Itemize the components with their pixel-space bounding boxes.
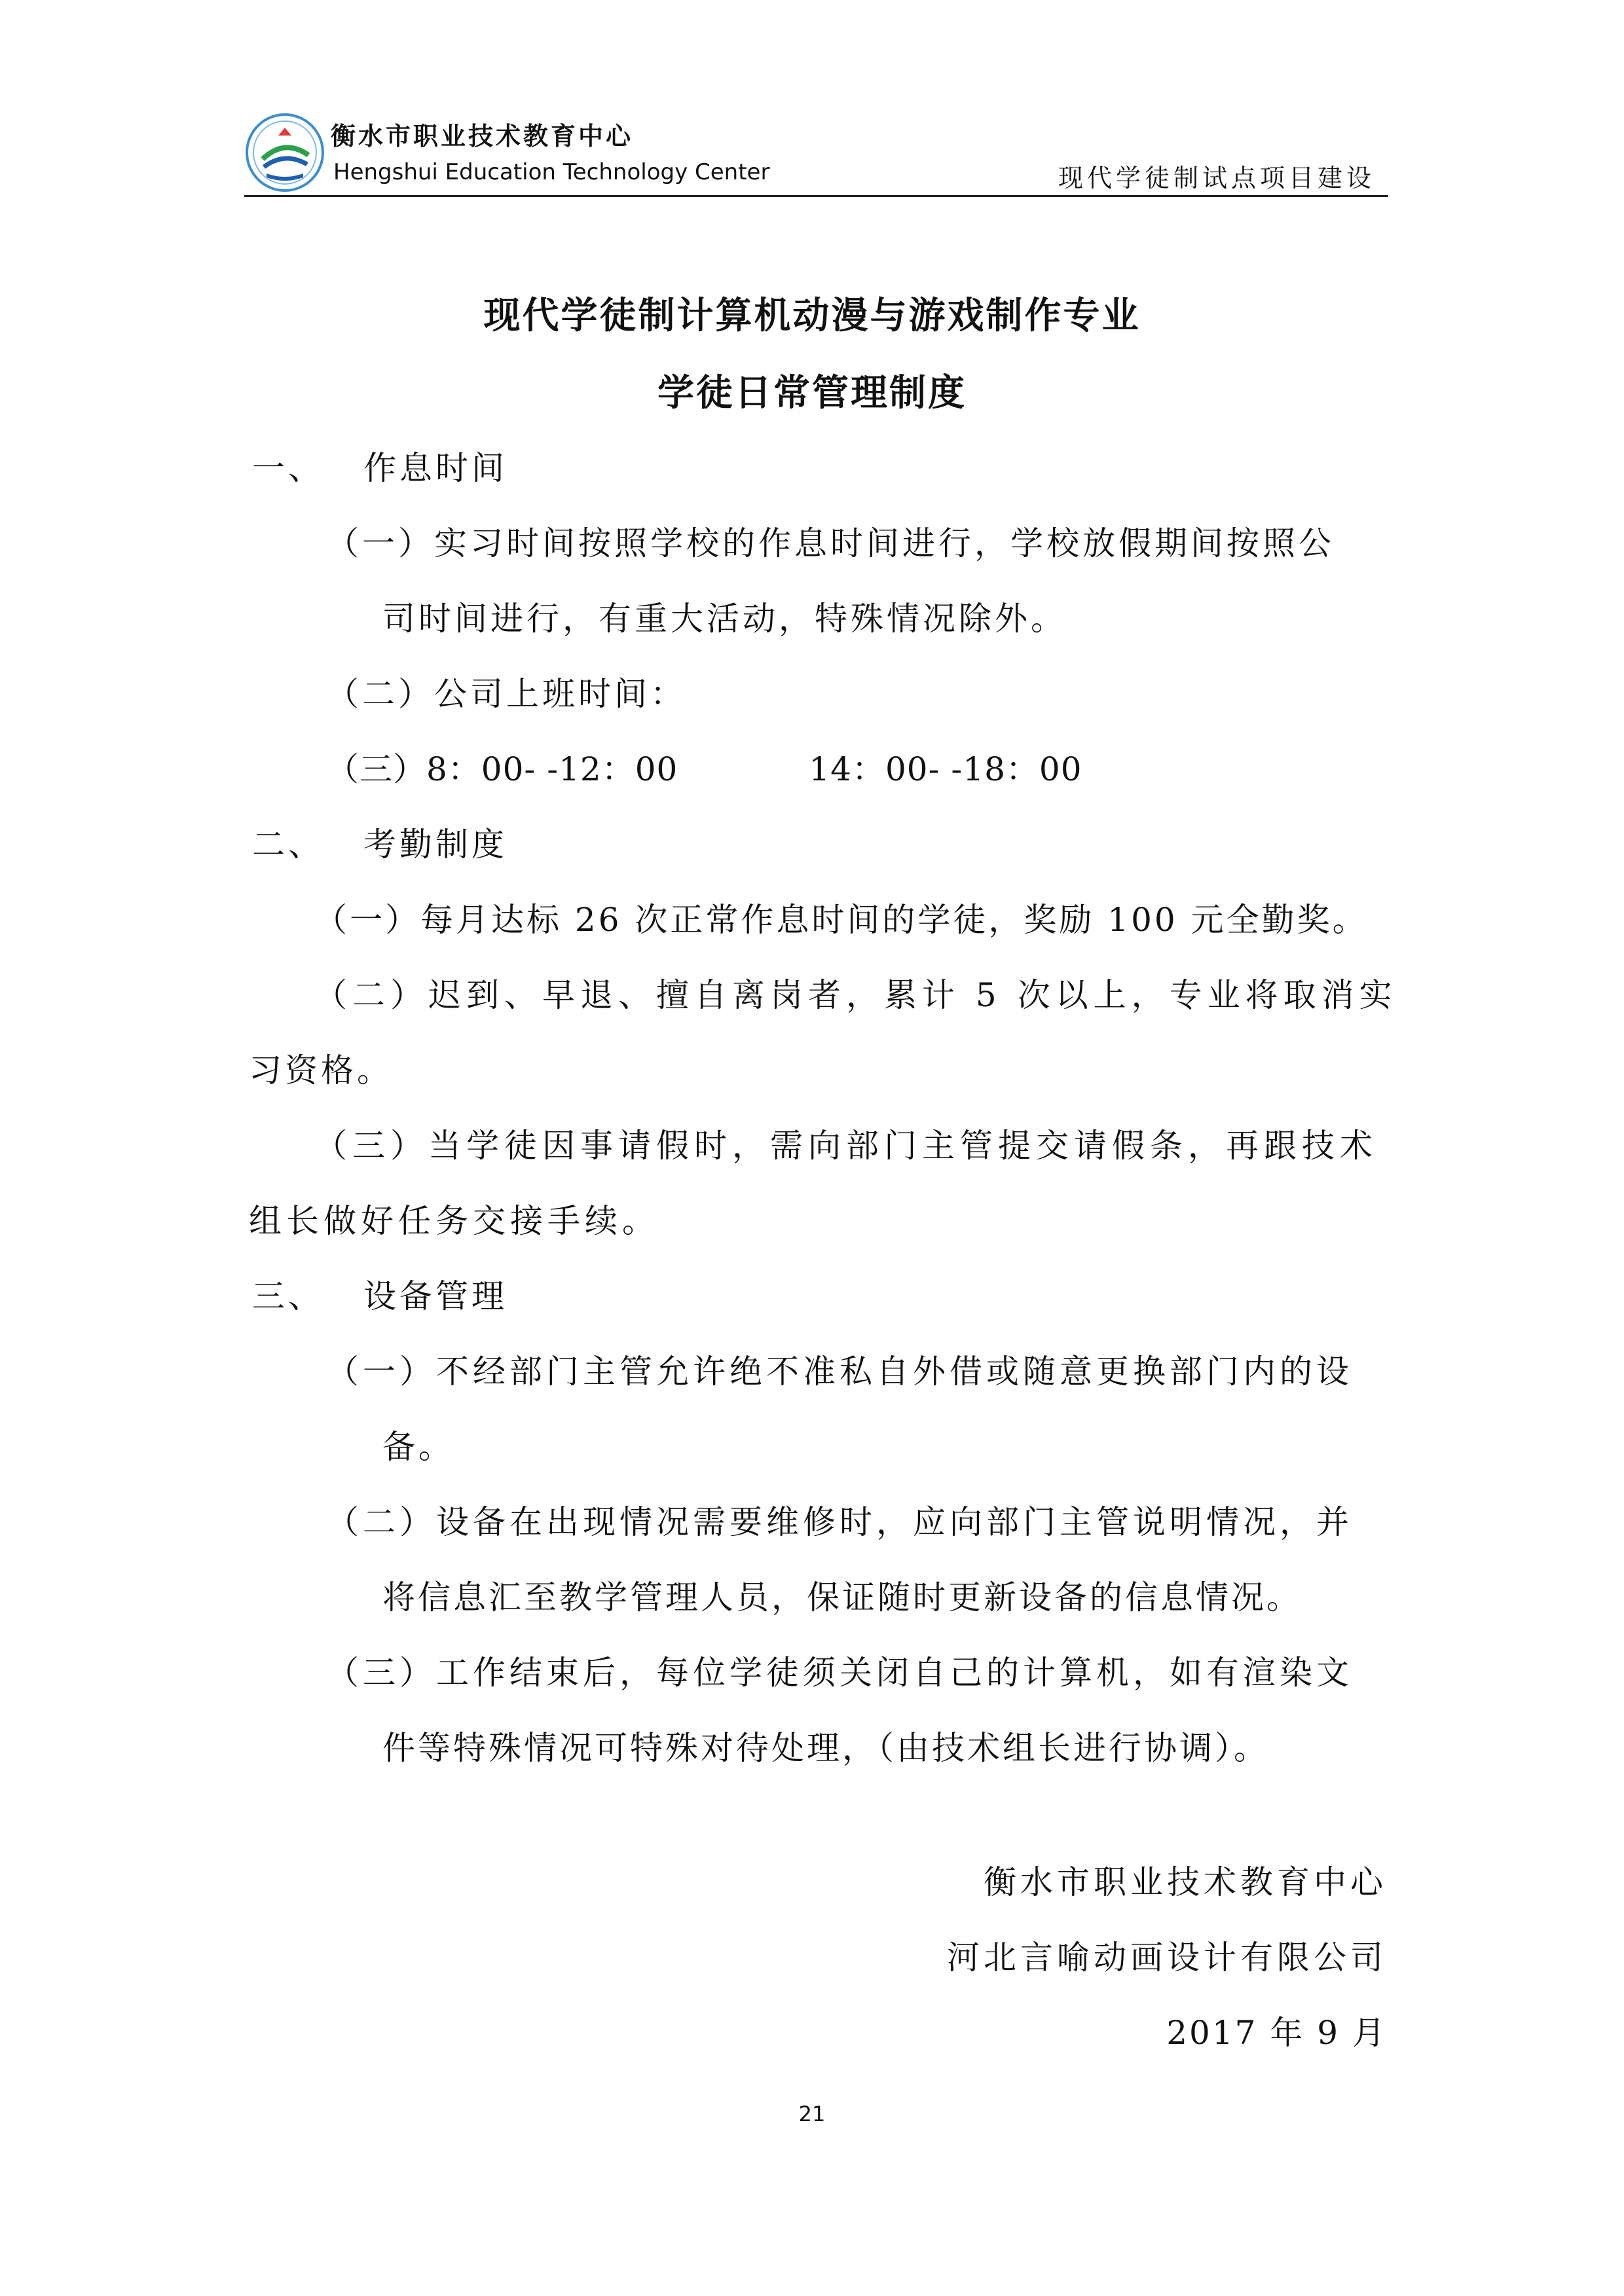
document-title-line-1: 现代学徒制计算机动漫与游戏制作专业 xyxy=(483,295,1141,337)
list-item xyxy=(326,1345,1353,1393)
signature-org-1: 衡水市职业技术教育中心 xyxy=(984,1863,1387,1901)
section-title: 考勤制度 xyxy=(363,826,507,864)
section-number: 一、 xyxy=(252,449,324,487)
header-org-name-en: Hengshui Education Technology Center xyxy=(333,159,770,185)
list-item xyxy=(314,1120,1378,1167)
item-text: 迟到、早退、擅自离岗者，累计 5 次以上，专业将取消实 xyxy=(428,976,1397,1014)
school-emblem-icon xyxy=(244,112,326,194)
item-text: 公司上班时间： xyxy=(434,675,686,713)
section-title: 设备管理 xyxy=(363,1277,507,1315)
section-heading xyxy=(252,442,507,489)
list-item xyxy=(326,1647,1353,1694)
list-item xyxy=(326,1496,1353,1543)
list-item xyxy=(314,894,1368,941)
item-number: （二） xyxy=(326,675,434,713)
item-text-continued: 件等特殊情况可特殊对待处理，（由技术组长进行协调）。 xyxy=(382,1729,1269,1767)
item-text-continued: 习资格。 xyxy=(249,1051,393,1089)
work-hours-afternoon: 14：00- -18：00 xyxy=(809,750,1082,788)
list-item xyxy=(326,668,686,715)
item-number: （一） xyxy=(326,524,434,562)
list-item xyxy=(326,517,1335,564)
item-text: 工作结束后，每位学徒须关闭自己的计算机，如有渲染文 xyxy=(436,1654,1353,1692)
section-number: 三、 xyxy=(252,1277,324,1315)
item-text: 当学徒因事请假时，需向部门主管提交请假条，再跟技术 xyxy=(428,1127,1378,1165)
item-number: （三） xyxy=(326,750,426,788)
item-number: （一） xyxy=(326,1353,436,1391)
item-text: 实习时间按照学校的作息时间进行，学校放假期间按照公 xyxy=(434,524,1335,562)
page-number: 21 xyxy=(798,2102,826,2126)
item-number: （一） xyxy=(314,901,420,939)
header-project-title: 现代学徒制试点项目建设 xyxy=(1058,164,1375,192)
item-number: （三） xyxy=(314,1127,428,1165)
list-item xyxy=(314,969,1397,1016)
section-heading xyxy=(252,818,507,866)
item-text: 每月达标 26 次正常作息时间的学徒，奖励 100 元全勤奖。 xyxy=(420,901,1368,939)
section-heading xyxy=(252,1270,507,1317)
list-item xyxy=(326,743,1082,790)
section-number: 二、 xyxy=(252,826,324,864)
page-header xyxy=(244,108,1388,200)
item-text-continued: 备。 xyxy=(382,1428,454,1466)
item-text: 不经部门主管允许绝不准私自外借或随意更换部门内的设 xyxy=(436,1353,1353,1391)
item-number: （三） xyxy=(326,1654,436,1692)
section-title: 作息时间 xyxy=(363,449,507,487)
item-text-continued: 组长做好任务交接手续。 xyxy=(249,1202,659,1240)
signature-date: 2017 年 9 月 xyxy=(1166,2014,1387,2052)
item-text: 设备在出现情况需要维修时，应向部门主管说明情况，并 xyxy=(436,1503,1353,1541)
item-number: （二） xyxy=(314,976,428,1014)
signature-org-2: 河北言喻动画设计有限公司 xyxy=(947,1939,1387,1977)
header-org-name-cn: 衡水市职业技术教育中心 xyxy=(331,121,634,151)
item-text-continued: 将信息汇至教学管理人员，保证随时更新设备的信息情况。 xyxy=(382,1578,1302,1616)
header-divider xyxy=(244,195,1388,197)
document-title-line-2: 学徒日常管理制度 xyxy=(657,372,967,414)
item-number: （二） xyxy=(326,1503,436,1541)
item-text-continued: 司时间进行，有重大活动，特殊情况除外。 xyxy=(382,600,1067,638)
work-hours-morning: 8：00- -12：00 xyxy=(426,750,678,788)
